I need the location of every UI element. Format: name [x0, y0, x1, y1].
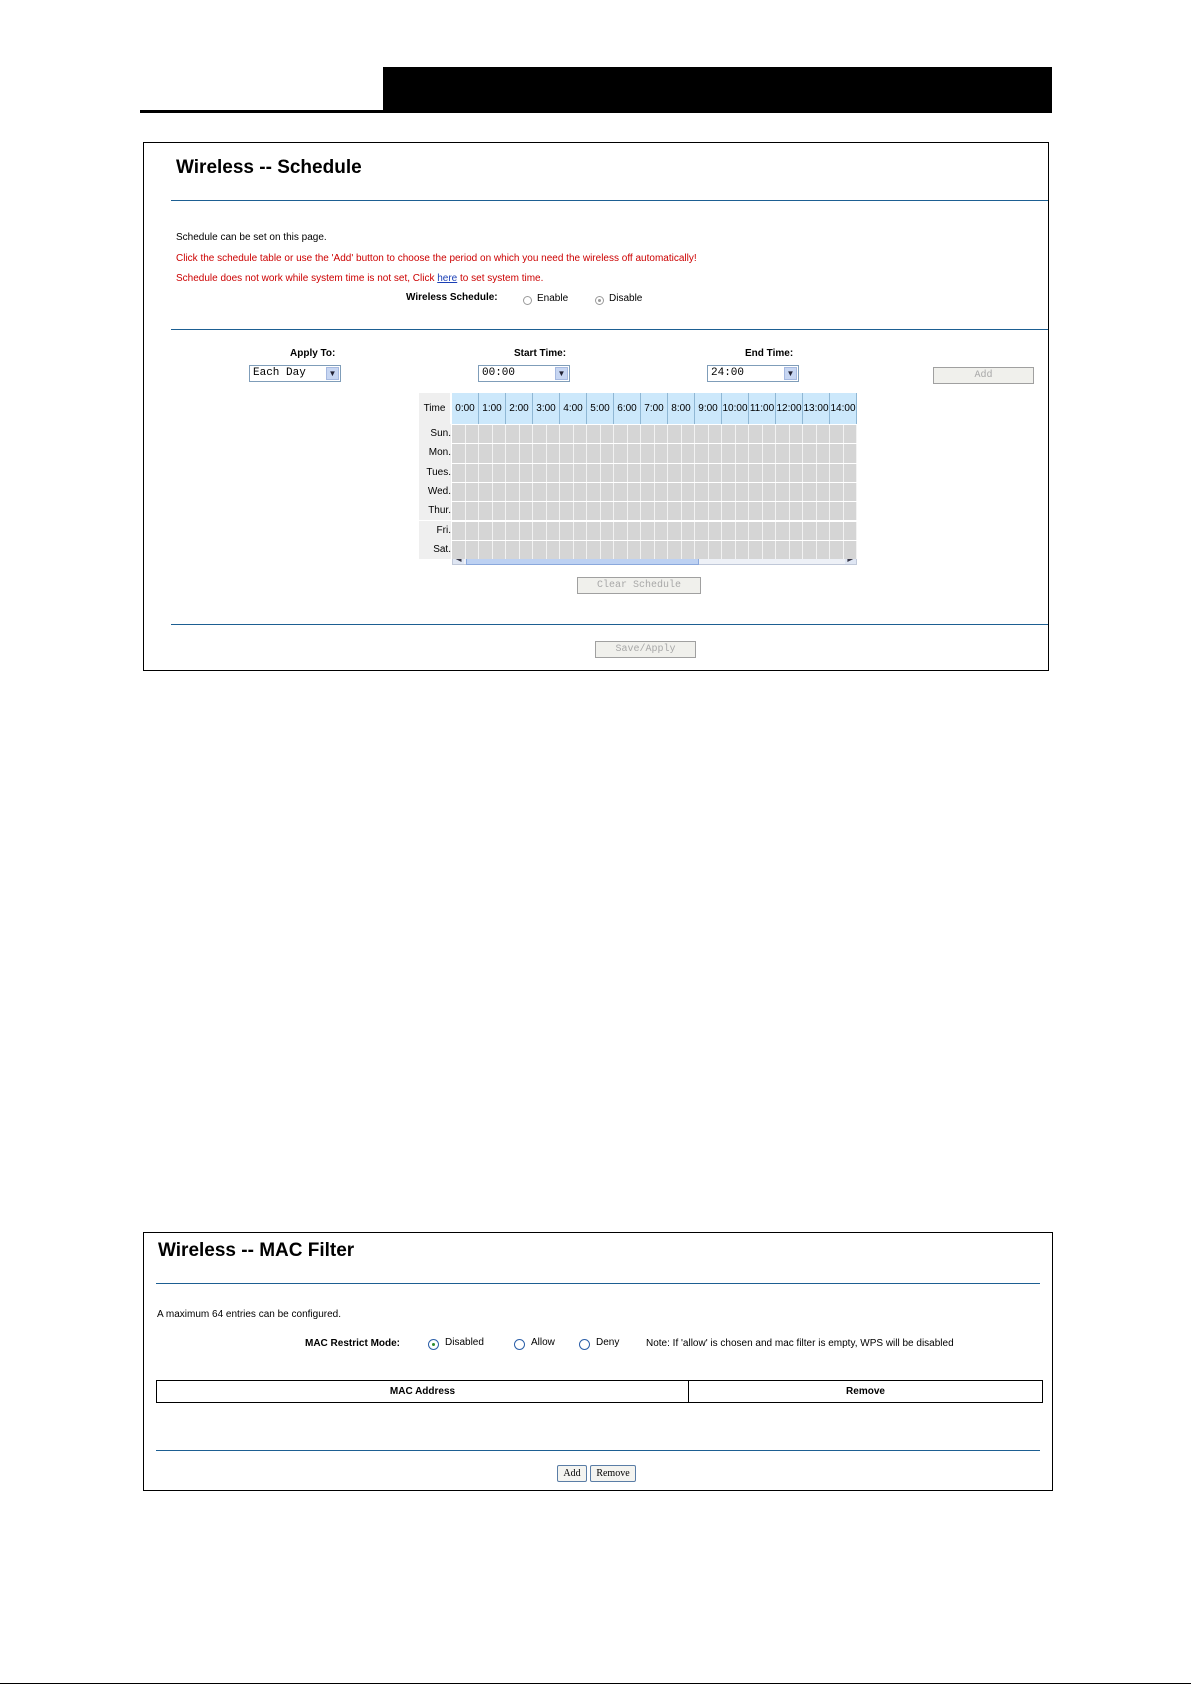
schedule-cell[interactable]: [479, 502, 493, 520]
clear-schedule-button[interactable]: Clear Schedule: [577, 577, 701, 594]
schedule-cell[interactable]: [533, 425, 547, 443]
schedule-cell[interactable]: [520, 444, 534, 462]
schedule-cell[interactable]: [493, 425, 507, 443]
schedule-cell[interactable]: [695, 425, 709, 443]
schedule-cell[interactable]: [736, 464, 750, 482]
warning-suffix: to set system time.: [460, 273, 544, 284]
hour-header: 7:00: [641, 393, 668, 424]
schedule-cell[interactable]: [790, 444, 804, 462]
schedule-cell[interactable]: [655, 502, 669, 520]
hour-header: 13:00: [803, 393, 830, 424]
chevron-down-icon: ▼: [784, 367, 797, 380]
time-header: Time: [419, 393, 451, 424]
schedule-cell[interactable]: [587, 444, 601, 462]
schedule-cell[interactable]: [466, 464, 480, 482]
hour-header: 1:00: [479, 393, 506, 424]
schedule-cell[interactable]: [452, 502, 466, 520]
schedule-cell[interactable]: [587, 483, 601, 501]
schedule-cell[interactable]: [722, 444, 736, 462]
schedule-cell[interactable]: [803, 502, 817, 520]
schedule-cell[interactable]: [763, 541, 777, 559]
schedule-cell[interactable]: [790, 483, 804, 501]
schedule-cell[interactable]: [560, 522, 574, 540]
schedule-cell[interactable]: [520, 425, 534, 443]
schedule-cell[interactable]: [695, 502, 709, 520]
schedule-cell[interactable]: [749, 483, 763, 501]
schedule-cell[interactable]: [668, 541, 682, 559]
schedule-cell[interactable]: [844, 522, 858, 540]
schedule-cell[interactable]: [844, 464, 858, 482]
schedule-cell[interactable]: [695, 464, 709, 482]
schedule-cell[interactable]: [749, 464, 763, 482]
schedule-cell[interactable]: [790, 464, 804, 482]
schedule-cell[interactable]: [763, 522, 777, 540]
day-label: Sun.: [419, 424, 451, 443]
hour-header: 8:00: [668, 393, 695, 424]
schedule-cell[interactable]: [493, 444, 507, 462]
schedule-cell[interactable]: [776, 541, 790, 559]
schedule-cell[interactable]: [506, 483, 520, 501]
schedule-cell[interactable]: [695, 541, 709, 559]
schedule-cell[interactable]: [655, 541, 669, 559]
schedule-cell[interactable]: [479, 464, 493, 482]
schedule-cell[interactable]: [614, 522, 628, 540]
schedule-cell[interactable]: [709, 444, 723, 462]
chevron-down-icon: ▼: [555, 367, 568, 380]
page-header-rule: [140, 110, 1052, 113]
end-time-select[interactable]: [707, 365, 799, 382]
apply-to-value: Each Day: [253, 367, 306, 379]
deny-radio[interactable]: [579, 1339, 590, 1350]
schedule-cell[interactable]: [479, 522, 493, 540]
schedule-cell[interactable]: [641, 502, 655, 520]
schedule-cell[interactable]: [817, 541, 831, 559]
schedule-cell[interactable]: [655, 444, 669, 462]
schedule-cell[interactable]: [722, 502, 736, 520]
schedule-cell[interactable]: [695, 522, 709, 540]
hour-header: 9:00: [695, 393, 722, 424]
set-time-link[interactable]: here: [437, 273, 458, 284]
schedule-cell[interactable]: [520, 522, 534, 540]
schedule-cell[interactable]: [493, 483, 507, 501]
schedule-cell[interactable]: [763, 464, 777, 482]
day-label: Fri.: [419, 521, 451, 540]
schedule-cell[interactable]: [682, 425, 696, 443]
schedule-cell[interactable]: [452, 522, 466, 540]
schedule-cell[interactable]: [479, 444, 493, 462]
schedule-cell[interactable]: [709, 502, 723, 520]
schedule-cell[interactable]: [709, 464, 723, 482]
schedule-cell[interactable]: [614, 541, 628, 559]
start-time-select[interactable]: [478, 365, 570, 382]
schedule-cell[interactable]: [466, 444, 480, 462]
schedule-cell[interactable]: [817, 425, 831, 443]
schedule-cell[interactable]: [830, 425, 844, 443]
schedule-cell[interactable]: [493, 502, 507, 520]
schedule-cell[interactable]: [479, 541, 493, 559]
apply-to-label: Apply To:: [290, 348, 336, 359]
day-label: Mon.: [419, 443, 451, 462]
schedule-cell[interactable]: [790, 502, 804, 520]
schedule-cell[interactable]: [466, 522, 480, 540]
disable-label: Disable: [609, 293, 643, 304]
schedule-cell[interactable]: [533, 522, 547, 540]
schedule-cell[interactable]: [722, 522, 736, 540]
schedule-cell[interactable]: [601, 464, 615, 482]
schedule-cell[interactable]: [736, 541, 750, 559]
schedule-cell[interactable]: [655, 464, 669, 482]
schedule-cell[interactable]: [574, 502, 588, 520]
schedule-cell[interactable]: [614, 425, 628, 443]
schedule-cell[interactable]: [547, 502, 561, 520]
schedule-cell[interactable]: [776, 444, 790, 462]
allow-radio[interactable]: [514, 1339, 525, 1350]
schedule-cell[interactable]: [466, 483, 480, 501]
schedule-cell[interactable]: [817, 502, 831, 520]
schedule-cell[interactable]: [682, 483, 696, 501]
schedule-cell[interactable]: [682, 541, 696, 559]
schedule-cell[interactable]: [479, 425, 493, 443]
schedule-cell[interactable]: [749, 444, 763, 462]
schedule-cell[interactable]: [722, 464, 736, 482]
schedule-cell[interactable]: [709, 541, 723, 559]
hour-header: 11:00: [749, 393, 776, 424]
schedule-cell[interactable]: [560, 541, 574, 559]
schedule-cell[interactable]: [749, 541, 763, 559]
schedule-cell[interactable]: [547, 425, 561, 443]
schedule-cell[interactable]: [722, 541, 736, 559]
schedule-cell[interactable]: [547, 522, 561, 540]
schedule-cell[interactable]: [776, 522, 790, 540]
schedule-cell[interactable]: [560, 464, 574, 482]
schedule-title: Wireless -- Schedule: [176, 157, 362, 178]
add-mac-button[interactable]: Add: [557, 1465, 587, 1482]
schedule-cell[interactable]: [506, 464, 520, 482]
schedule-cell[interactable]: [803, 444, 817, 462]
schedule-cell[interactable]: [574, 425, 588, 443]
add-button[interactable]: Add: [933, 367, 1034, 384]
warning-text: [176, 273, 543, 284]
schedule-cell[interactable]: [763, 425, 777, 443]
schedule-cell[interactable]: [844, 541, 858, 559]
schedule-cell[interactable]: [533, 483, 547, 501]
schedule-cell[interactable]: [668, 502, 682, 520]
enable-label: Enable: [537, 293, 569, 304]
schedule-cell[interactable]: [614, 444, 628, 462]
schedule-cell[interactable]: [452, 444, 466, 462]
schedule-cell[interactable]: [817, 483, 831, 501]
schedule-cell[interactable]: [668, 425, 682, 443]
mac-restrict-mode-label: MAC Restrict Mode:: [305, 1338, 401, 1349]
schedule-cell[interactable]: [817, 522, 831, 540]
schedule-cell[interactable]: [533, 444, 547, 462]
schedule-cell[interactable]: [506, 541, 520, 559]
schedule-cell[interactable]: [628, 425, 642, 443]
schedule-cell[interactable]: [776, 502, 790, 520]
divider: [171, 200, 1048, 201]
warning-prefix: Schedule does not work while system time is not set, Click: [176, 273, 435, 284]
schedule-cell[interactable]: [790, 522, 804, 540]
schedule-cell[interactable]: [520, 502, 534, 520]
wps-note: Note: If 'allow' is chosen and mac filter is empty, WPS will be disabled: [646, 1338, 954, 1349]
schedule-cell[interactable]: [830, 483, 844, 501]
schedule-cell[interactable]: [749, 425, 763, 443]
remove-column: Remove: [846, 1386, 885, 1397]
schedule-cell[interactable]: [641, 464, 655, 482]
schedule-cell[interactable]: [763, 483, 777, 501]
schedule-cell[interactable]: [682, 464, 696, 482]
schedule-cell[interactable]: [668, 464, 682, 482]
schedule-cell[interactable]: [844, 425, 858, 443]
schedule-cell[interactable]: [493, 522, 507, 540]
divider: [156, 1450, 1040, 1451]
schedule-cell[interactable]: [641, 483, 655, 501]
schedule-cell[interactable]: [817, 444, 831, 462]
schedule-cell[interactable]: [790, 541, 804, 559]
hour-header: 10:00: [722, 393, 749, 424]
schedule-cell[interactable]: [736, 502, 750, 520]
schedule-cell[interactable]: [655, 522, 669, 540]
schedule-cell[interactable]: [776, 483, 790, 501]
schedule-cell[interactable]: [520, 464, 534, 482]
schedule-cell[interactable]: [830, 444, 844, 462]
divider: [156, 1283, 1040, 1284]
schedule-cell[interactable]: [722, 425, 736, 443]
instruction-text: Click the schedule table or use the 'Add' button to choose the period on which you need the wireless off automatically!: [176, 253, 697, 264]
schedule-cell[interactable]: [452, 541, 466, 559]
schedule-cell[interactable]: [452, 464, 466, 482]
schedule-cell[interactable]: [560, 502, 574, 520]
schedule-cell[interactable]: [830, 541, 844, 559]
hour-header: 0:00: [452, 393, 479, 424]
hour-header: 4:00: [560, 393, 587, 424]
schedule-cell[interactable]: [790, 425, 804, 443]
schedule-cell[interactable]: [844, 483, 858, 501]
disable-radio[interactable]: [595, 296, 604, 305]
schedule-cell[interactable]: [520, 483, 534, 501]
hour-header: 12:00: [776, 393, 803, 424]
schedule-cell[interactable]: [776, 464, 790, 482]
schedule-cell[interactable]: [628, 522, 642, 540]
schedule-cell[interactable]: [506, 425, 520, 443]
schedule-cell[interactable]: [533, 464, 547, 482]
schedule-cell[interactable]: [547, 541, 561, 559]
schedule-cell[interactable]: [574, 444, 588, 462]
mac-table-header: [156, 1380, 1043, 1403]
schedule-cell[interactable]: [641, 522, 655, 540]
schedule-cell[interactable]: [709, 425, 723, 443]
schedule-cell[interactable]: [709, 522, 723, 540]
day-label: Wed.: [419, 482, 451, 501]
schedule-cell[interactable]: [493, 541, 507, 559]
enable-radio[interactable]: [523, 296, 532, 305]
disabled-label: Disabled: [445, 1337, 484, 1348]
schedule-cell[interactable]: [682, 502, 696, 520]
mac-filter-panel: [143, 1232, 1053, 1491]
schedule-cell[interactable]: [587, 541, 601, 559]
schedule-cell[interactable]: [601, 444, 615, 462]
start-time-label: Start Time:: [514, 348, 567, 359]
schedule-grid: [419, 393, 857, 565]
schedule-cell[interactable]: [668, 522, 682, 540]
chevron-down-icon: ▼: [326, 367, 339, 380]
schedule-cell[interactable]: [844, 502, 858, 520]
schedule-cell[interactable]: [628, 483, 642, 501]
disabled-radio[interactable]: [428, 1339, 439, 1350]
schedule-cell[interactable]: [601, 425, 615, 443]
day-label: Tues.: [419, 463, 451, 482]
schedule-cell[interactable]: [736, 444, 750, 462]
schedule-cell[interactable]: [587, 425, 601, 443]
day-label: Sat.: [419, 540, 451, 559]
schedule-cell[interactable]: [655, 483, 669, 501]
schedule-cell[interactable]: [560, 483, 574, 501]
schedule-cell[interactable]: [506, 502, 520, 520]
schedule-cell[interactable]: [601, 502, 615, 520]
schedule-cell[interactable]: [641, 541, 655, 559]
schedule-cell[interactable]: [628, 444, 642, 462]
schedule-cell[interactable]: [533, 541, 547, 559]
hour-header: 2:00: [506, 393, 533, 424]
schedule-cell[interactable]: [830, 464, 844, 482]
schedule-cell[interactable]: [574, 483, 588, 501]
schedule-cell[interactable]: [520, 541, 534, 559]
schedule-cell[interactable]: [722, 483, 736, 501]
schedule-cell[interactable]: [601, 541, 615, 559]
schedule-cell[interactable]: [668, 444, 682, 462]
schedule-cell[interactable]: [641, 425, 655, 443]
schedule-cell[interactable]: [601, 483, 615, 501]
schedule-cell[interactable]: [655, 425, 669, 443]
schedule-cell[interactable]: [736, 522, 750, 540]
schedule-cell[interactable]: [587, 464, 601, 482]
schedule-cell[interactable]: [533, 502, 547, 520]
schedule-cell[interactable]: [547, 444, 561, 462]
schedule-cell[interactable]: [547, 483, 561, 501]
schedule-cell[interactable]: [628, 502, 642, 520]
page-header-bar: [383, 67, 1052, 110]
save-apply-button[interactable]: Save/Apply: [595, 641, 696, 658]
schedule-cell[interactable]: [506, 444, 520, 462]
schedule-cell[interactable]: [493, 464, 507, 482]
schedule-cell[interactable]: [803, 425, 817, 443]
schedule-cell[interactable]: [547, 464, 561, 482]
schedule-cell[interactable]: [830, 522, 844, 540]
schedule-cell[interactable]: [803, 464, 817, 482]
hour-header: 3:00: [533, 393, 560, 424]
hour-header: 6:00: [614, 393, 641, 424]
schedule-cell[interactable]: [628, 464, 642, 482]
schedule-cell[interactable]: [466, 425, 480, 443]
schedule-cell[interactable]: [682, 522, 696, 540]
schedule-cell[interactable]: [574, 541, 588, 559]
schedule-cell[interactable]: [736, 483, 750, 501]
schedule-cell[interactable]: [749, 522, 763, 540]
schedule-cell[interactable]: [641, 444, 655, 462]
schedule-cell[interactable]: [776, 425, 790, 443]
schedule-cell[interactable]: [844, 444, 858, 462]
schedule-cell[interactable]: [560, 425, 574, 443]
schedule-cell[interactable]: [574, 464, 588, 482]
schedule-cell[interactable]: [695, 483, 709, 501]
mac-intro-text: A maximum 64 entries can be configured.: [157, 1309, 341, 1320]
apply-to-select[interactable]: [249, 365, 341, 382]
schedule-cell[interactable]: [466, 541, 480, 559]
schedule-cell[interactable]: [587, 502, 601, 520]
start-time-value: 00:00: [482, 367, 516, 379]
schedule-cell[interactable]: [695, 444, 709, 462]
end-time-label: End Time:: [745, 348, 794, 359]
schedule-cell[interactable]: [803, 522, 817, 540]
schedule-cell[interactable]: [668, 483, 682, 501]
schedule-cell[interactable]: [506, 522, 520, 540]
day-label: Thur.: [419, 501, 451, 520]
divider: [171, 624, 1048, 625]
schedule-cell[interactable]: [614, 483, 628, 501]
schedule-cell[interactable]: [709, 483, 723, 501]
schedule-cell[interactable]: [614, 502, 628, 520]
schedule-cell[interactable]: [574, 522, 588, 540]
allow-label: Allow: [531, 1337, 555, 1348]
hour-header: 5:00: [587, 393, 614, 424]
schedule-cell[interactable]: [736, 425, 750, 443]
schedule-cell[interactable]: [803, 483, 817, 501]
deny-label: Deny: [596, 1337, 620, 1348]
remove-mac-button[interactable]: Remove: [590, 1465, 636, 1482]
schedule-cell[interactable]: [479, 483, 493, 501]
wireless-schedule-label: Wireless Schedule:: [406, 292, 498, 303]
schedule-cell[interactable]: [763, 502, 777, 520]
schedule-cell[interactable]: [817, 464, 831, 482]
hour-header: 14:00: [830, 393, 857, 424]
schedule-cell[interactable]: [452, 425, 466, 443]
schedule-cell[interactable]: [749, 502, 763, 520]
schedule-cell[interactable]: [803, 541, 817, 559]
schedule-cell[interactable]: [830, 502, 844, 520]
mac-address-column: MAC Address: [157, 1381, 689, 1402]
schedule-cell[interactable]: [466, 502, 480, 520]
schedule-cell[interactable]: [614, 464, 628, 482]
schedule-cell[interactable]: [682, 444, 696, 462]
schedule-cell[interactable]: [763, 444, 777, 462]
end-time-value: 24:00: [711, 367, 745, 379]
schedule-cell[interactable]: [452, 483, 466, 501]
mac-filter-title: Wireless -- MAC Filter: [158, 1240, 355, 1261]
divider: [171, 329, 1048, 330]
footer-rule: [0, 1683, 1191, 1684]
intro-text: Schedule can be set on this page.: [176, 232, 327, 243]
schedule-cell[interactable]: [560, 444, 574, 462]
schedule-cell[interactable]: [601, 522, 615, 540]
schedule-cell[interactable]: [628, 541, 642, 559]
schedule-cell[interactable]: [587, 522, 601, 540]
